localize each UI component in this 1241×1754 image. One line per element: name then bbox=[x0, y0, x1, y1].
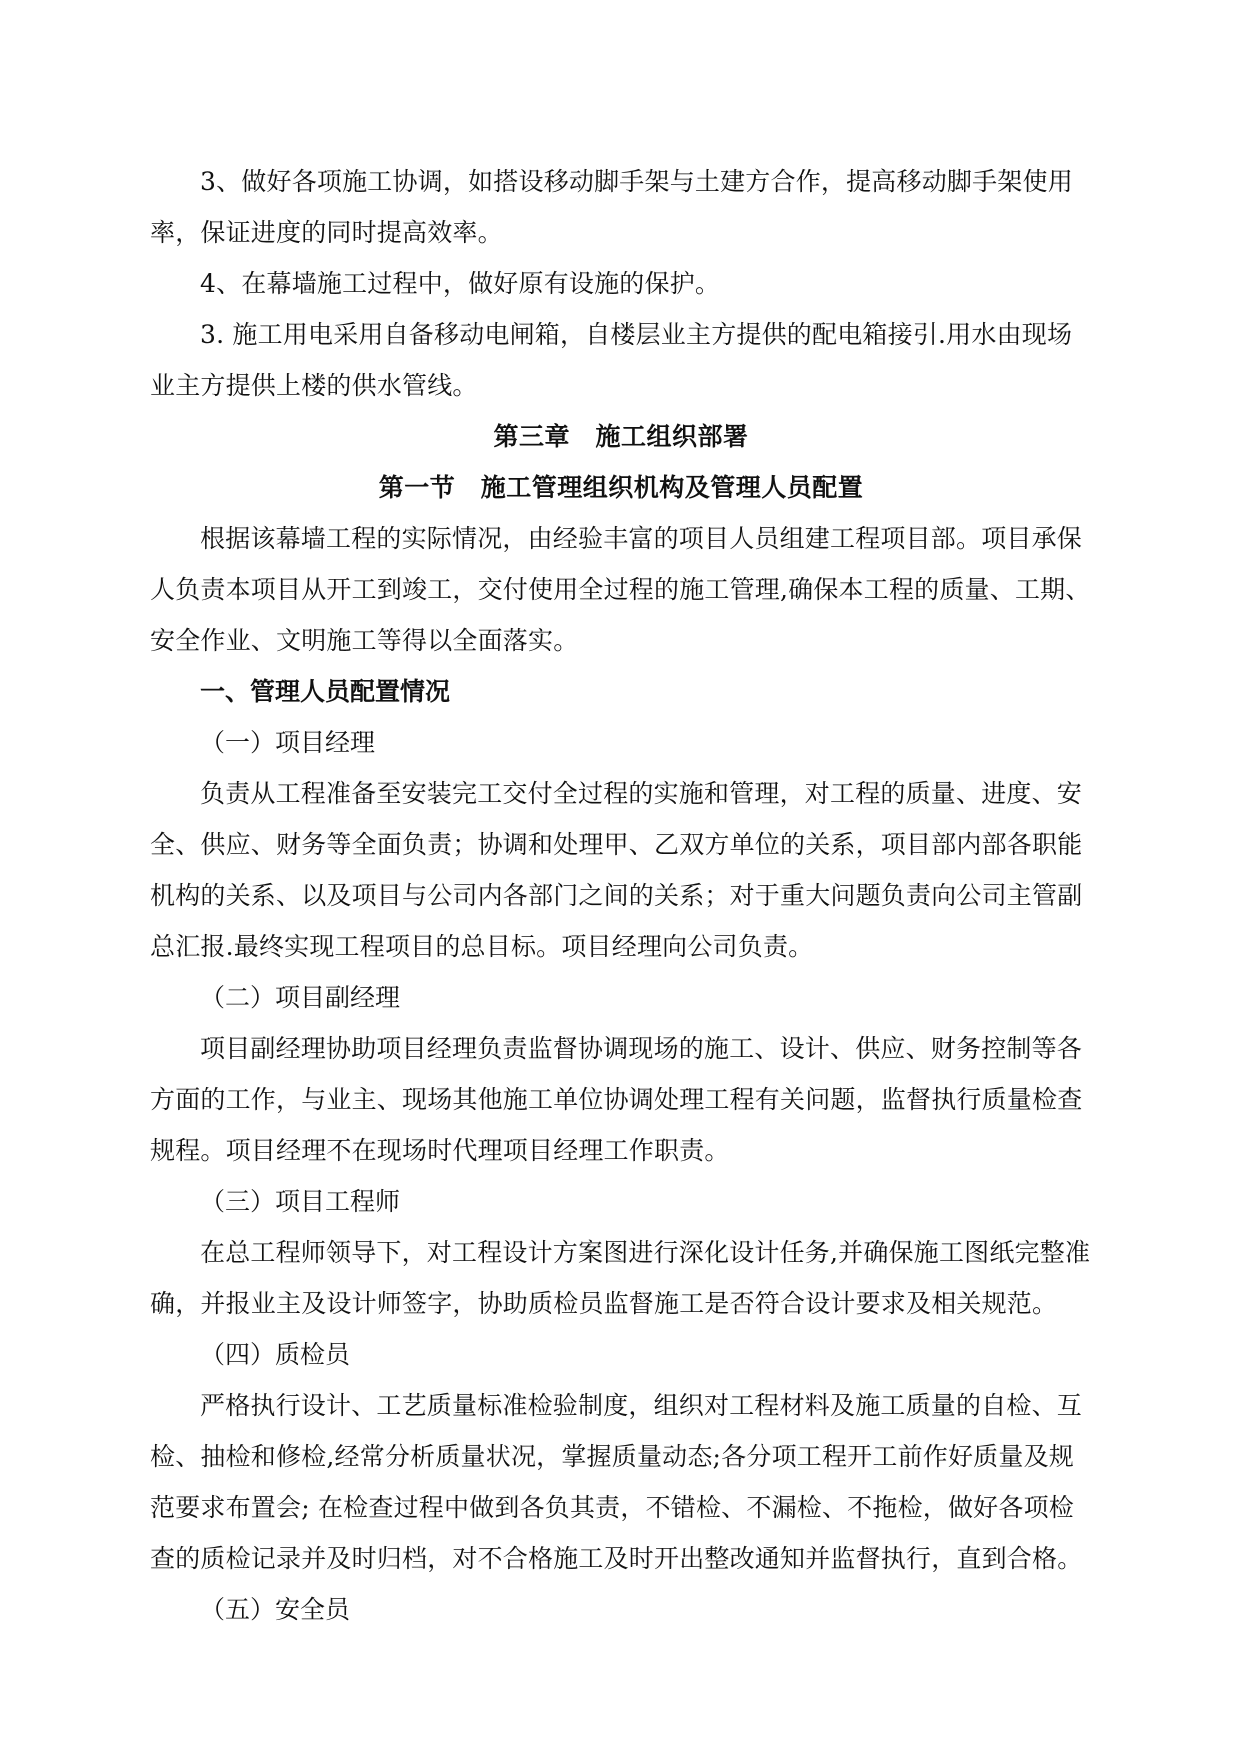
role-title-project-manager: （一）项目经理 bbox=[200, 728, 376, 757]
role-title-deputy-manager: （二）项目副经理 bbox=[200, 983, 401, 1012]
subsection-title: 一、管理人员配置情况 bbox=[200, 677, 451, 706]
paragraph-power-water: 3. 施工用电采用自备移动电闸箱，自楼层业主方提供的配电箱接引.用水由现场业主方提供上楼的供水管线。 bbox=[150, 320, 1073, 400]
paragraph-intro: 根据该幕墙工程的实际情况，由经验丰富的项目人员组建工程项目部。项目承保人负责本项目从开工到竣工，交付使用全过程的施工管理,确保本工程的质量、工期、安全作业、文明施工等得以全面落实。 bbox=[150, 524, 1091, 655]
chapter-title: 第三章 施工组织部署 bbox=[493, 422, 749, 451]
role-desc-project-engineer: 在总工程师领导下，对工程设计方案图进行深化设计任务,并确保施工图纸完整准确，并报业主及设计师签字，协助质检员监督施工是否符合设计要求及相关规范。 bbox=[150, 1238, 1091, 1318]
paragraph-coordination: 3、做好各项施工协调，如搭设移动脚手架与土建方合作，提高移动脚手架使用率，保证进度的同时提高效率。 bbox=[150, 167, 1073, 247]
role-title-project-engineer: （三）项目工程师 bbox=[200, 1187, 401, 1216]
role-desc-quality-inspector: 严格执行设计、工艺质量标准检验制度，组织对工程材料及施工质量的自检、互检、抽检和修检,经常分析质量状况，掌握质量动态;各分项工程开工前作好质量及规范要求布置会; 在检查过程中做到各负其责，不错检、不漏检、不拖检，做好各项检查的质检记录并及时归档，对不合格施工及时开出整改通知并监督执行，直到合格。 bbox=[150, 1391, 1083, 1573]
role-desc-project-manager: 负责从工程准备至安装完工交付全过程的实施和管理，对工程的质量、进度、安全、供应、财务等全面负责；协调和处理甲、乙双方单位的关系，项目部内部各职能机构的关系、以及项目与公司内各部门之间的关系；对于重大问题负责向公司主管副总汇报.最终实现工程项目的总目标。项目经理向公司负责。 bbox=[150, 779, 1083, 961]
role-desc-deputy-manager: 项目副经理协助项目经理负责监督协调现场的施工、设计、供应、财务控制等各方面的工作，与业主、现场其他施工单位协调处理工程有关问题，监督执行质量检查规程。项目经理不在现场时代理项目经理工作职责。 bbox=[150, 1034, 1083, 1165]
paragraph-protection: 4、在幕墙施工过程中，做好原有设施的保护。 bbox=[200, 269, 721, 298]
section-title: 第一节 施工管理组织机构及管理人员配置 bbox=[378, 473, 864, 502]
role-title-quality-inspector: （四）质检员 bbox=[200, 1340, 351, 1369]
role-title-safety-officer: （五）安全员 bbox=[200, 1595, 351, 1624]
document-body bbox=[150, 156, 1092, 1635]
